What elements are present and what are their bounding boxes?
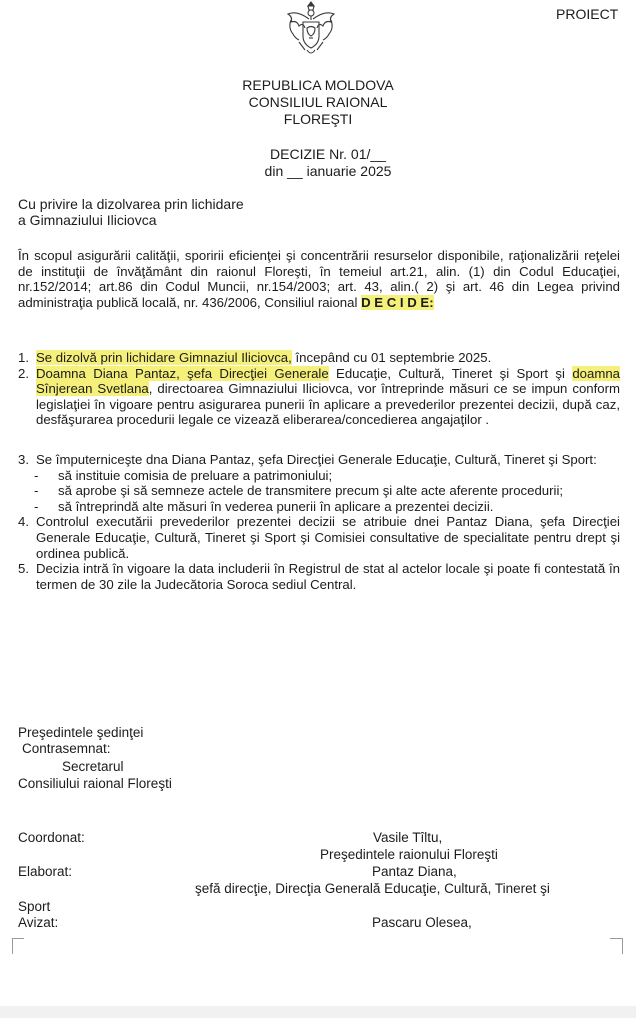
elaborated-role-continued: Sport	[18, 899, 51, 914]
signature-council: Consiliului raional Floreşti	[18, 776, 172, 791]
article-text-highlighted: doamna Sînjerean Svetlana	[36, 365, 620, 397]
elaborated-label: Elaborat:	[18, 864, 73, 879]
article-number: 3.	[18, 451, 29, 467]
preamble-text: În scopul asigurării calităţii, sporirii eficienţei şi concentrării resurselor disponibile, raţionalizării reţelei de instituţii de învăţământ din raionul Floreşti, în temeiul art.21, alin. (1) din Codul Educaţiei, nr.152/2014; art.86 din Codul Muncii, nr.154/2003; art. 43, alin.( 2) şi art. 46 din Legea privind administraţia publică locală, nr. 436/2006, Consiliul raional	[18, 248, 620, 310]
moldova-coat-of-arms-icon	[285, 0, 337, 58]
article-text: începând cu 01 septembrie 2025.	[291, 350, 492, 365]
corner-mark	[622, 938, 623, 954]
article-1	[18, 350, 620, 366]
subject-line: a Gimnaziului Iliciovca	[18, 212, 157, 228]
sub-item	[34, 483, 620, 499]
article-text-highlighted: Se dizolvă prin lichidare Gimnaziul Iliciovca,	[36, 350, 292, 365]
subject-line: Cu privire la dizolvarea prin lichidare	[18, 196, 244, 212]
decision-subject	[18, 196, 244, 228]
article-4	[18, 514, 620, 561]
elaborated-name: Pantaz Diana,	[372, 864, 457, 879]
article-text: Controlul executării prevederilor prezentei decizii se atribuie dnei Pantaz Diana, şefa Direcţiei Generale Educaţie, Cultură, Tineret şi Sport şi Comisiei consultative de specialitate pentru drept şi ordinea publică.	[36, 514, 620, 561]
sub-item-text: să aprobe şi să semneze actele de transmitere precum şi alte acte aferente procedurii;	[58, 483, 564, 499]
dash-marker: -	[34, 498, 39, 514]
sub-item-text: să întreprindă alte măsuri în vederea punerii în aplicare a prezentei decizii.	[58, 498, 494, 514]
header-country: REPUBLICA MOLDOVA	[242, 77, 394, 93]
draft-stamp: PROIECT	[556, 6, 619, 22]
header-district: FLOREŞTI	[283, 111, 353, 127]
article-number: 4.	[18, 514, 29, 530]
article-5	[18, 561, 620, 592]
article-text: , directoarea Gimnaziului Iliciovca, vor întreprinde măsuri ce se impun conform legislaţiei în vigoare pentru asigurarea punerii în aplicare a prevederilor prezentei decizii, după caz, desfăşurarea procedurii legale ce vizează eliberarea/concedierea angajaţilor .	[36, 381, 621, 428]
signature-secretary: Secretarul	[62, 759, 124, 774]
decision-number: DECIZIE Nr. 01/__	[270, 146, 386, 162]
decision-date: din __ ianuarie 2025	[264, 163, 392, 179]
dash-marker: -	[34, 467, 39, 483]
elaborated-role: şefă direcţie, Direcţia Generală Educaţie, Cultură, Tineret şi	[195, 881, 550, 896]
article-text-highlighted: Doamna Diana Pantaz, şefa Direcţiei Generale	[36, 365, 329, 381]
sub-item-text: să instituie comisia de preluare a patrimoniului;	[58, 467, 333, 483]
article-number: 2.	[18, 365, 29, 381]
dash-marker: -	[34, 483, 39, 499]
article-text: Se împuterniceşte dna Diana Pantaz, şefa Direcţiei Generale Educaţie, Cultură, Tineret şi Sport:	[36, 451, 597, 467]
approved-name: Pascaru Olesea,	[372, 915, 472, 930]
signature-countersigned: Contrasemnat:	[22, 741, 111, 756]
coordinated-label: Coordonat:	[18, 830, 85, 845]
coordinated-name: Vasile Tîltu,	[373, 830, 443, 845]
article-2	[18, 366, 620, 428]
header-council: CONSILIUL RAIONAL	[248, 94, 388, 110]
signature-chair: Preşedintele şedinţei	[18, 725, 144, 740]
corner-mark	[12, 938, 24, 939]
sub-item	[34, 468, 620, 484]
article-number: 1.	[18, 350, 29, 365]
decision-articles	[18, 350, 620, 592]
article-text: Educaţie, Cultură, Tineret şi Sport şi	[328, 365, 573, 381]
article-number: 5.	[18, 561, 29, 577]
coordinated-role: Preşedintele raionului Floreşti	[320, 847, 498, 862]
approved-label: Avizat:	[18, 915, 59, 930]
preamble	[18, 248, 620, 310]
corner-mark	[12, 938, 13, 954]
article-text: Decizia intră în vigoare la data includerii în Registrul de stat al actelor locale şi poate fi contestată în termen de 30 zile la Judecătoria Soroca sediul Central.	[36, 561, 620, 592]
sub-item	[34, 499, 620, 515]
decide-keyword: D E C I D E:	[361, 294, 434, 310]
viewer-bottom-bar	[0, 1006, 636, 1018]
corner-mark	[610, 938, 622, 939]
article-3	[18, 452, 620, 514]
